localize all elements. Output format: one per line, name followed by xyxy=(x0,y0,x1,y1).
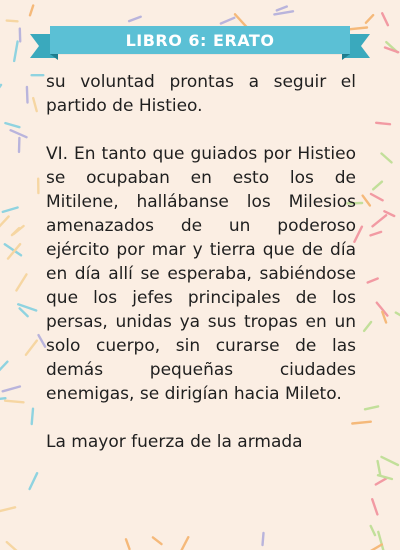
confetti-piece xyxy=(376,123,390,124)
paragraph: La mayor fuerza de la armada xyxy=(46,432,303,452)
confetti-piece xyxy=(382,154,392,163)
confetti-piece xyxy=(180,537,188,550)
confetti-piece xyxy=(364,322,371,331)
confetti-piece xyxy=(277,7,287,11)
confetti-piece xyxy=(5,401,23,403)
confetti-piece xyxy=(363,196,370,206)
confetti-piece xyxy=(16,274,26,290)
paragraph: VI. En tanto que guiados por Histieo se ocupaban en esto los de Mitilene, hallábanse los Milesios amenazados de un poderoso ejército por mar y tierra que de día en día allí se esperaba, sabiéndose que los jefes principales de los persas, unidas ya sus tropas en un solo cuerpo, sin curarse de las demás pequeñas ciudades enemigas, se dirigían hacia Mileto. xyxy=(46,144,356,404)
confetti-piece xyxy=(373,182,382,190)
confetti-piece xyxy=(153,537,162,544)
confetti-piece xyxy=(27,87,28,103)
confetti-piece xyxy=(376,478,387,484)
confetti-piece xyxy=(11,130,27,137)
confetti-piece xyxy=(5,123,19,127)
confetti-piece xyxy=(30,473,37,489)
confetti-piece xyxy=(3,387,20,392)
confetti-piece xyxy=(7,21,18,22)
confetti-piece xyxy=(274,11,293,14)
confetti-piece xyxy=(371,526,375,535)
confetti-piece xyxy=(0,507,15,511)
paragraph: su voluntad prontas a seguir el partido de Histieo. xyxy=(46,72,356,116)
confetti-piece xyxy=(0,217,9,229)
confetti-piece xyxy=(32,409,33,424)
confetti-piece xyxy=(373,215,387,226)
confetti-piece xyxy=(20,308,28,316)
banner-fold-left xyxy=(50,54,58,60)
confetti-piece xyxy=(368,279,378,283)
confetti-piece xyxy=(382,457,399,465)
banner-fold-right xyxy=(342,54,350,60)
confetti-piece xyxy=(396,313,400,318)
confetti-piece xyxy=(365,406,378,409)
confetti-piece xyxy=(3,208,18,212)
confetti-piece xyxy=(7,542,18,550)
confetti-piece xyxy=(368,545,382,550)
confetti-piece xyxy=(263,533,264,545)
confetti-piece xyxy=(0,85,1,99)
confetti-piece xyxy=(126,539,130,549)
confetti-piece xyxy=(14,42,17,61)
chapter-title: LIBRO 6: ERATO xyxy=(50,26,350,54)
confetti-piece xyxy=(378,461,381,475)
confetti-piece xyxy=(39,335,46,347)
confetti-piece xyxy=(372,499,377,514)
confetti-piece xyxy=(371,232,382,236)
confetti-piece xyxy=(33,98,37,111)
confetti-piece xyxy=(0,362,7,371)
chapter-banner xyxy=(30,20,370,64)
confetti-piece xyxy=(382,13,388,25)
confetti-piece xyxy=(26,341,37,355)
book-text xyxy=(46,70,356,478)
confetti-piece xyxy=(30,6,33,16)
confetti-piece xyxy=(371,194,383,200)
